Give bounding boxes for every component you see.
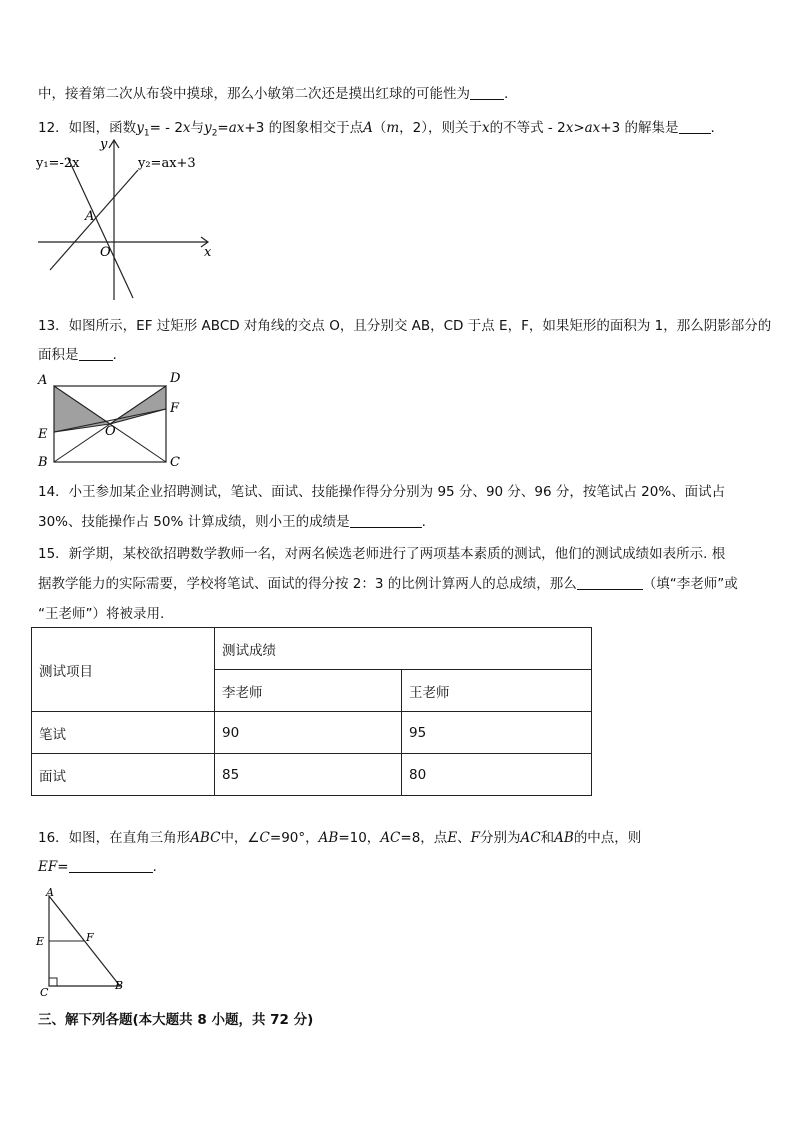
q14-line1: 14．小王参加某企业招聘测试，笔试、面试、技能操作得分分别为 95 分、90 分、96 分，按笔试占 20%、面试占 [38, 484, 726, 500]
table-cell: 85 [215, 754, 402, 796]
right-angle-mark [49, 978, 57, 986]
q16-line1: 16．如图，在直角三角形ABC中，∠C=90°，AB=10，AC=8，点E、F分别为AC和AB的中点，则 [38, 830, 642, 846]
label-y2: y₂=ax+3 [138, 156, 196, 171]
table-row [32, 628, 592, 670]
teacher-li-header: 李老师 [215, 670, 402, 712]
label-e: E [36, 935, 45, 948]
q16-triangle-figure [34, 886, 134, 998]
q13-rectangle-figure [34, 368, 194, 473]
table-cell: 90 [215, 712, 402, 754]
label-y1: y₁=-2x [36, 156, 80, 171]
q13-line1: 13．如图所示，EF 过矩形 ABCD 对角线的交点 O，且分别交 AB，CD 于点 E，F，如果矩形的面积为 1，那么阴影部分的 [38, 318, 772, 334]
table-cell: 80 [402, 754, 592, 796]
header-scores-cell: 测试成绩 [215, 628, 592, 670]
q15-line2: 据教学能力的实际需要，学校将笔试、面试的得分按 2：3 的比例计算两人的总成绩，那么 （填“李老师”或 [38, 576, 738, 592]
q12-answer-blank [679, 119, 711, 134]
table-row [32, 712, 592, 754]
shaded-left [54, 386, 110, 432]
x-axis-label: x [204, 245, 212, 260]
q12-text: 12．如图，函数$y_1= - 2x$与$y_2=ax+3$ 的图象相交于点A（m，2），则关于x的不等式 - 2x>ax+3 的解集是 . [38, 120, 715, 139]
q16-answer-blank [69, 858, 153, 873]
score-table [31, 627, 592, 796]
q12-graph [30, 134, 220, 304]
q11-tail-line: 中，接着第二次从布袋中摸球，那么小敏第二次还是摸出红球的可能性为 . [38, 86, 509, 102]
label-a: A [46, 886, 54, 899]
q14-answer-blank [350, 513, 422, 528]
table-row [32, 754, 592, 796]
label-o: O [105, 424, 116, 439]
label-b: B [38, 455, 48, 470]
q15-line3: “王老师”）将被录用. [38, 606, 165, 622]
table-cell: 95 [402, 712, 592, 754]
row-label: 笔试 [32, 712, 215, 754]
label-c: C [40, 986, 49, 998]
label-b: B [115, 979, 124, 992]
header-item-cell: 测试项目 [32, 628, 215, 712]
label-f: F [170, 401, 180, 416]
y-axis-label: y [100, 137, 108, 152]
q16-line2: EF= . [38, 859, 157, 875]
q11-tail-text: 中，接着第二次从布袋中摸球，那么小敏第二次还是摸出红球的可能性为 [38, 86, 470, 102]
q13-answer-blank [79, 346, 113, 361]
q11-answer-blank [470, 85, 504, 100]
label-f: F [86, 931, 94, 944]
line-y1 [68, 158, 133, 298]
q15-answer-blank [577, 575, 643, 590]
label-a: A [38, 373, 48, 388]
section-3-heading: 三、解下列各题(本大题共 8 小题，共 72 分) [38, 1012, 314, 1028]
point-a-label: A [85, 209, 95, 224]
label-d: D [170, 371, 181, 386]
q13-line2: 面积是 . [38, 347, 117, 363]
label-c: C [170, 455, 180, 470]
teacher-wang-header: 王老师 [402, 670, 592, 712]
origin-label: O [100, 245, 111, 260]
q15-line1: 15．新学期，某校欲招聘数学教师一名，对两名候选老师进行了两项基本素质的测试，他们的测试成绩如表所示. 根 [38, 546, 726, 562]
row-label: 面试 [32, 754, 215, 796]
q14-line2: 30%、技能操作占 50% 计算成绩，则小王的成绩是 . [38, 514, 426, 530]
label-e: E [38, 427, 48, 442]
